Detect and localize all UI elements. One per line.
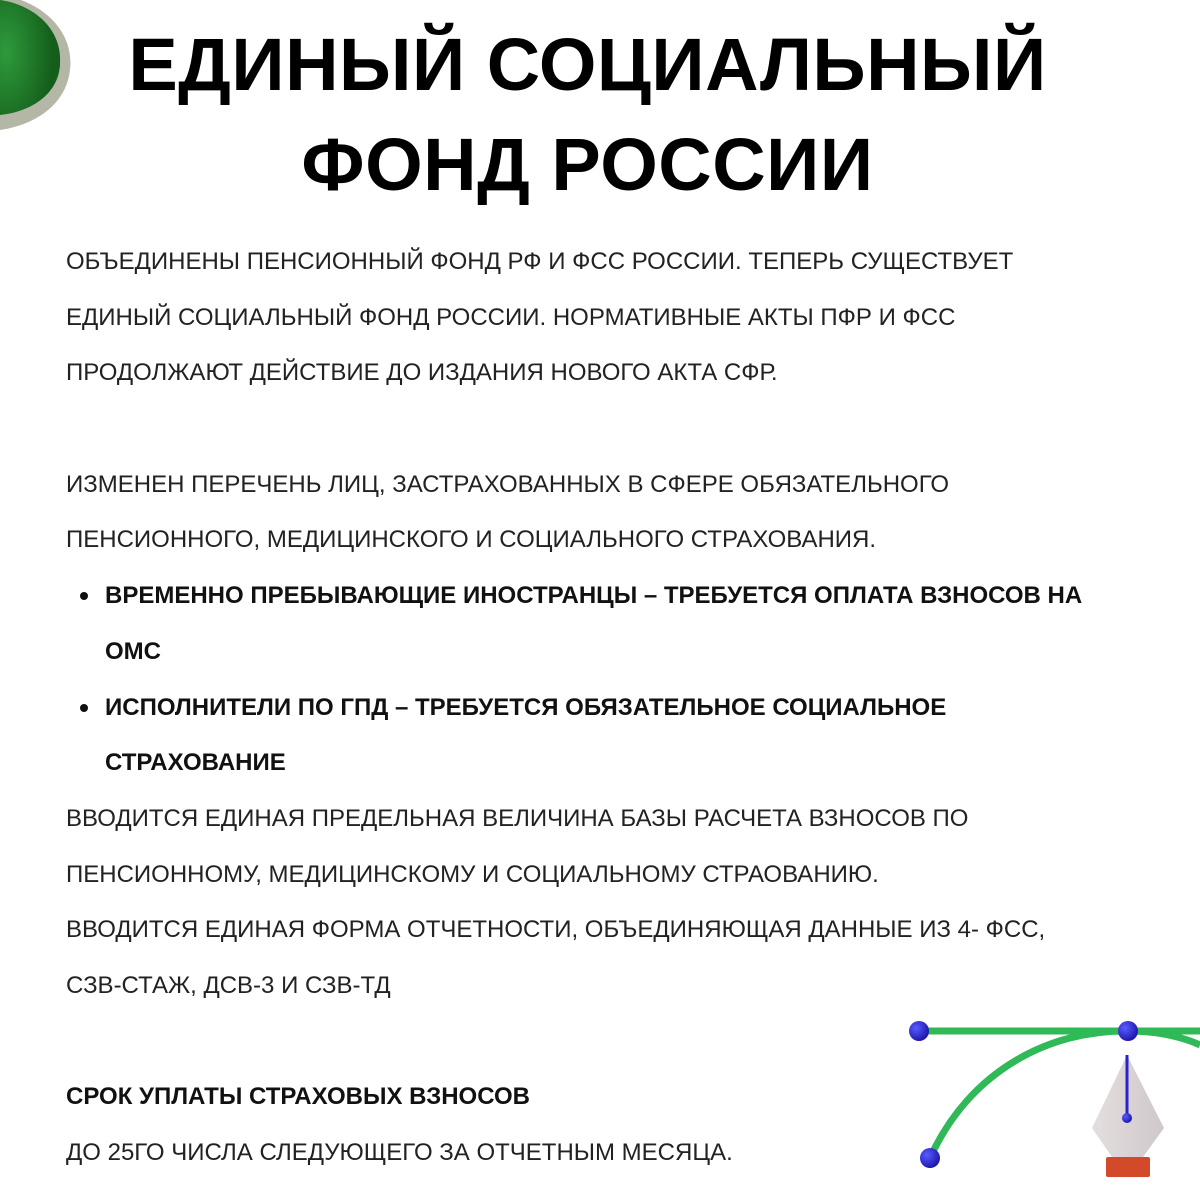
bullet-item	[66, 568, 1166, 624]
deadline-heading: СРОК УПЛАТЫ СТРАХОВЫХ ВЗНОСОВ	[66, 1083, 530, 1111]
deadline-text: ДО 25ГО ЧИСЛА СЛЕДУЮЩЕГО ЗА ОТЧЕТНЫМ МЕСЯЦА.	[66, 1139, 733, 1166]
paragraph-line: ВВОДИТСЯ ЕДИНАЯ ФОРМА ОТЧЕТНОСТИ, ОБЪЕДИНЯЮЩАЯ ДАННЫЕ ИЗ 4- ФСС,	[66, 916, 1046, 944]
paragraph-line: СЗВ-СТАЖ, ДСВ-3 И СЗВ-ТД	[66, 971, 391, 999]
bullet-text: ВРЕМЕННО ПРЕБЫВАЮЩИЕ ИНОСТРАНЦЫ – ТРЕБУЕТСЯ ОПЛАТА ВЗНОСОВ НА	[105, 582, 1083, 610]
paragraph-line: ИЗМЕНЕН ПЕРЕЧЕНЬ ЛИЦ, ЗАСТРАХОВАННЫХ В СФЕРЕ ОБЯЗАТЕЛЬНОГО	[66, 470, 950, 498]
paragraph-line: ЕДИНЫЙ СОЦИАЛЬНЫЙ ФОНД РОССИИ. НОРМАТИВНЫЕ АКТЫ ПФР И ФСС	[66, 303, 956, 331]
paragraph-line: ПРОДОЛЖАЮТ ДЕЙСТВИЕ ДО ИЗДАНИЯ НОВОГО АКТА СФР.	[66, 359, 778, 387]
bullet-item-continued: СТРАХОВАНИЕ	[105, 749, 286, 777]
page-title	[0, 15, 1175, 215]
bullet-text: ИСПОЛНИТЕЛИ ПО ГПД – ТРЕБУЕТСЯ ОБЯЗАТЕЛЬНОЕ СОЦИАЛЬНОЕ	[105, 693, 947, 721]
pen-tool-illustration-icon	[900, 1010, 1200, 1200]
bullet-item-continued: ОМС	[105, 637, 161, 665]
bullet-dot-icon	[80, 704, 88, 712]
paragraph-line: ВВОДИТСЯ ЕДИНАЯ ПРЕДЕЛЬНАЯ ВЕЛИЧИНА БАЗЫ РАСЧЕТА ВЗНОСОВ ПО	[66, 804, 969, 832]
paragraph-line: ПЕНСИОННОМУ, МЕДИЦИНСКОМУ И СОЦИАЛЬНОМУ СТРАОВАНИЮ.	[66, 860, 879, 888]
title-line-1: ЕДИНЫЙ СОЦИАЛЬНЫЙ	[128, 23, 1047, 106]
paragraph-line: ПЕНСИОННОГО, МЕДИЦИНСКОГО И СОЦИАЛЬНОГО СТРАХОВАНИЯ.	[66, 526, 877, 554]
title-line-2: ФОНД РОССИИ	[301, 123, 874, 206]
paragraph-line: ОБЪЕДИНЕНЫ ПЕНСИОННЫЙ ФОНД РФ И ФСС РОССИИ. ТЕПЕРЬ СУЩЕСТВУЕТ	[66, 248, 1014, 275]
bullet-item	[66, 680, 1166, 736]
bullet-dot-icon	[80, 592, 88, 600]
